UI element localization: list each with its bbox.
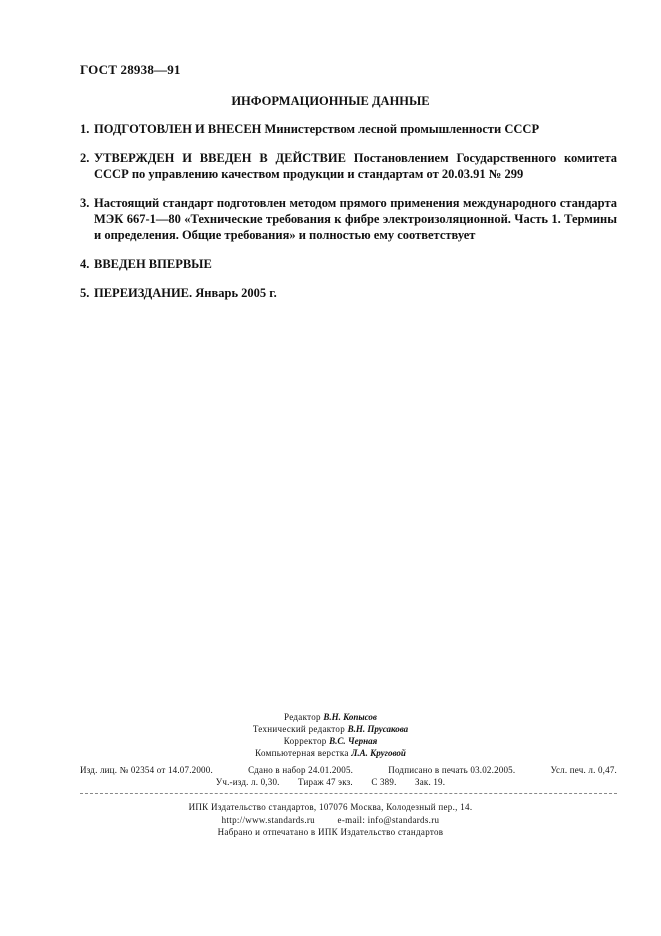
item-number: 3. bbox=[80, 196, 90, 210]
info-item-4 bbox=[80, 256, 617, 272]
credit-role: Технический редактор bbox=[252, 724, 348, 734]
credit-role: Компьютерная верстка bbox=[255, 748, 352, 758]
email-address: e-mail: info@standards.ru bbox=[337, 814, 440, 825]
credit-tech-editor bbox=[0, 723, 661, 735]
signed-date: Подписано в печать 03.02.2005. bbox=[388, 765, 516, 775]
info-items-list bbox=[80, 121, 617, 314]
credit-name: Л.А. Круговой bbox=[351, 748, 406, 758]
website-link: http://www.standards.ru bbox=[221, 814, 315, 825]
credit-proofreader bbox=[0, 735, 661, 747]
credit-name: В.Н. Копысов bbox=[323, 712, 377, 722]
credit-role: Редактор bbox=[284, 712, 324, 722]
item-body bbox=[94, 256, 617, 272]
order-number: Зак. 19. bbox=[414, 777, 446, 787]
item-number: 1. bbox=[80, 122, 90, 136]
item-lead: ПЕРЕИЗДАНИЕ. bbox=[94, 286, 193, 300]
editorial-credits bbox=[0, 711, 661, 759]
credit-layout bbox=[0, 747, 661, 759]
item-text: Министерством лесной промышленности СССР bbox=[261, 122, 540, 136]
edit-sheets: Уч.-изд. л. 0,30. bbox=[215, 777, 280, 787]
print-run: Тираж 47 экз. bbox=[298, 777, 353, 787]
publisher-address: ИПК Издательство стандартов, 107076 Москва, Колодезный пер., 14. bbox=[188, 802, 473, 812]
info-item-2 bbox=[80, 150, 617, 182]
info-item-1 bbox=[80, 121, 617, 137]
item-number: 2. bbox=[80, 151, 90, 165]
item-lead: ВВЕДЕН ВПЕРВЫЕ bbox=[94, 257, 212, 271]
publisher-footer bbox=[0, 801, 661, 839]
order-c: С 389. bbox=[371, 777, 397, 787]
item-lead: УТВЕРЖДЕН И ВВЕДЕН В ДЕЙСТВИЕ bbox=[94, 151, 346, 165]
info-item-3 bbox=[80, 195, 617, 243]
publisher-contacts bbox=[0, 814, 661, 827]
item-body bbox=[94, 285, 617, 301]
credit-editor bbox=[0, 711, 661, 723]
item-number: 4. bbox=[80, 257, 90, 271]
item-body bbox=[94, 121, 617, 137]
section-title: ИНФОРМАЦИОННЫЕ ДАННЫЕ bbox=[231, 94, 430, 108]
publication-details-row-1 bbox=[80, 764, 617, 776]
item-text: Постановлением Государственного комитета СССР по управлению качеством продукции и стандартам от 20.03.91 № 299 bbox=[94, 151, 618, 181]
publication-details-row-2 bbox=[0, 776, 661, 788]
license-info: Изд. лиц. № 02354 от 14.07.2000. bbox=[80, 765, 213, 775]
info-item-5 bbox=[80, 285, 617, 301]
item-body bbox=[94, 150, 617, 182]
credit-name: В.С. Черная bbox=[329, 736, 378, 746]
print-sheets: Усл. печ. л. 0,47. bbox=[550, 765, 617, 775]
item-lead: ПОДГОТОВЛЕН И ВНЕСЕН bbox=[94, 122, 262, 136]
item-text: Настоящий стандарт подготовлен методом прямого применения международного стандарта МЭК 667-1—80 «Технические требования к фибре электроизоляционной. Часть 1. Термины и определения. Общие требования» и полностью ему соответствует bbox=[94, 196, 617, 242]
divider-rule bbox=[80, 793, 617, 794]
printed-note: Набрано и отпечатано в ИПК Издательство стандартов bbox=[217, 827, 444, 837]
credit-name: В.Н. Прусакова bbox=[347, 724, 409, 734]
item-text: Январь 2005 г. bbox=[192, 286, 277, 300]
item-body bbox=[94, 195, 617, 243]
credit-role: Корректор bbox=[283, 736, 330, 746]
item-number: 5. bbox=[80, 286, 90, 300]
document-code: ГОСТ 28938—91 bbox=[80, 62, 181, 77]
typeset-date: Сдано в набор 24.01.2005. bbox=[248, 765, 354, 775]
